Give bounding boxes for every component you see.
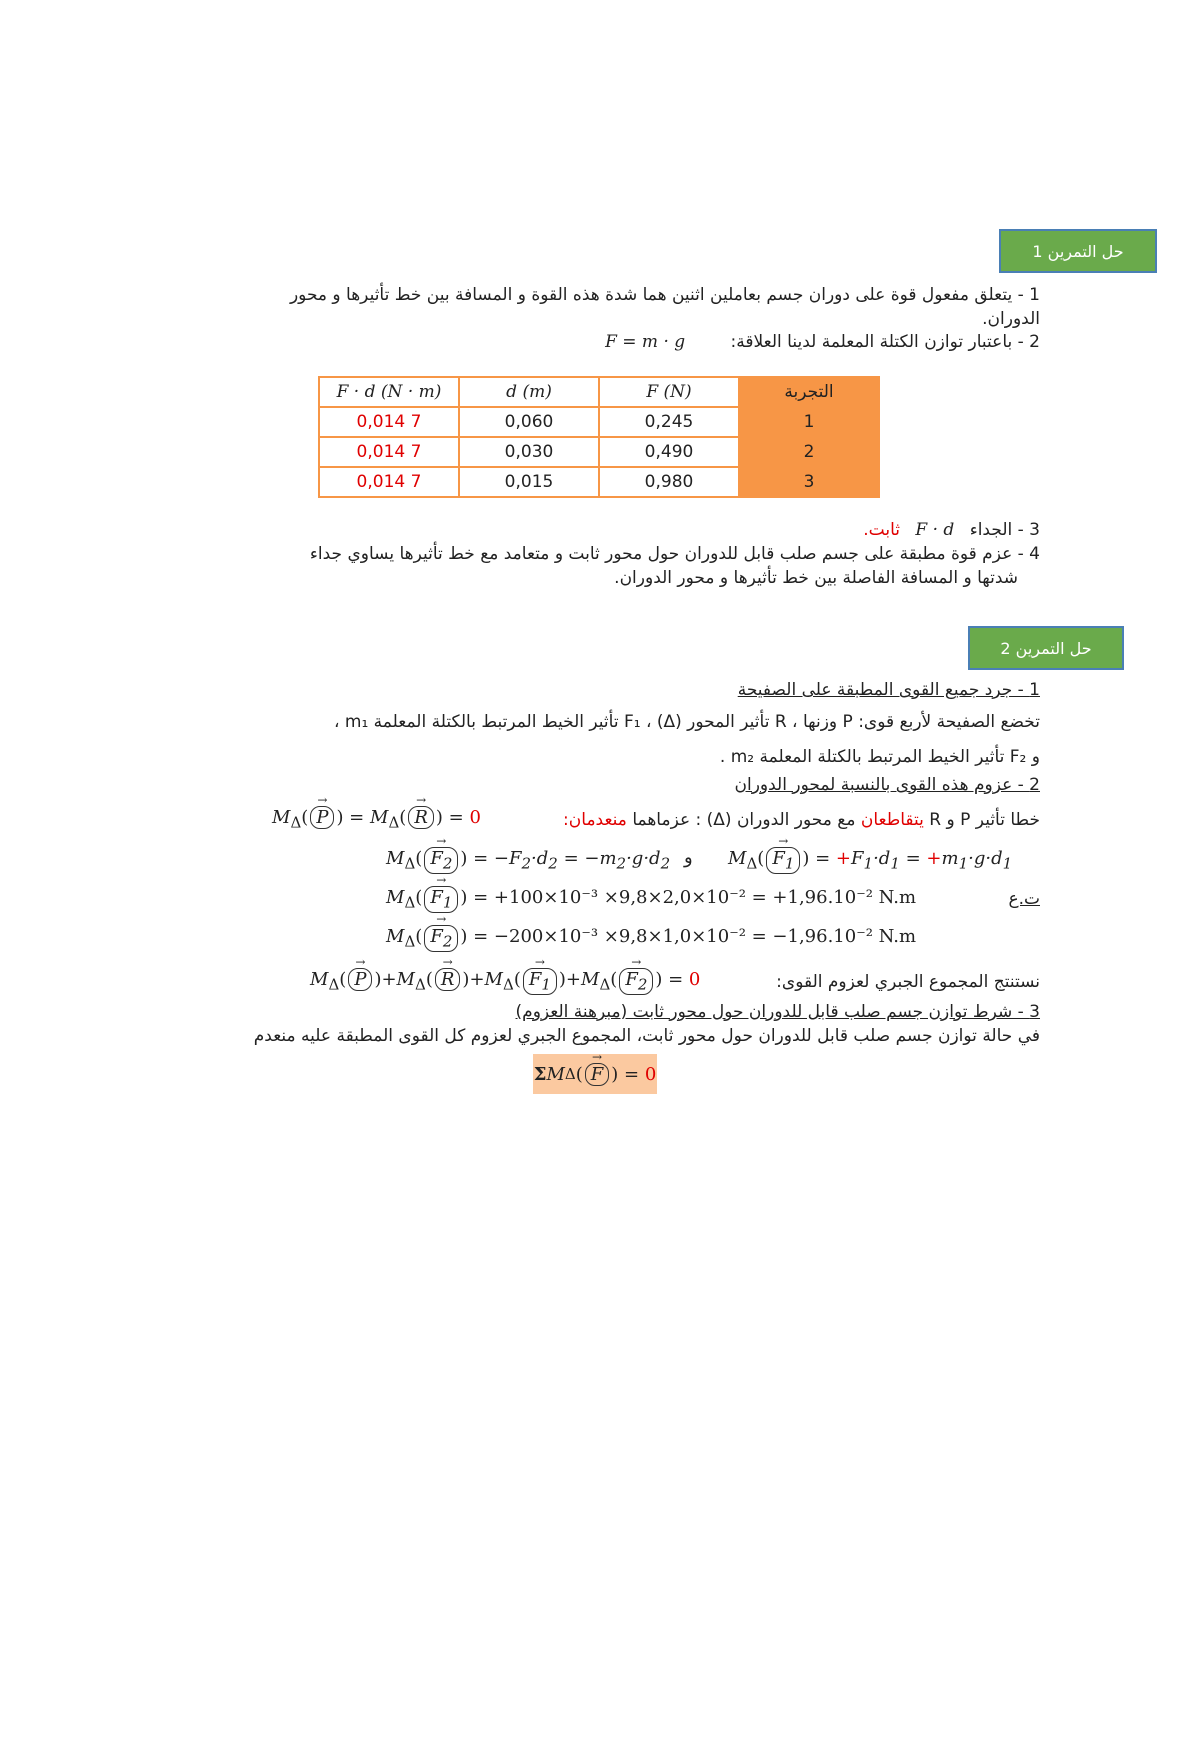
eq-moment-f2-expr: $M_\Delta(\to F_2$ ) = $-F_2\cdot d_2 = -m_2\cdot g\cdot d_2$ [386, 847, 670, 874]
eq-moment-p-r: $M_\Delta(\to P$ ) = $M_\Delta(\to R$ ) = 0 [272, 806, 481, 832]
table-row [319, 437, 879, 467]
table-header: F (N) [599, 377, 739, 407]
table-header: F · d (N · m) [319, 377, 459, 407]
ex1-paragraph-4 [310, 542, 1040, 590]
table-header: التجربة [739, 377, 879, 407]
table-cell: 0,030 [459, 437, 599, 467]
ex1-p3-text: 3 - الجداء [969, 520, 1040, 540]
ex2-q1 [738, 678, 1040, 702]
ex2-q3 [516, 1000, 1040, 1024]
eq-sum-moments: $M_\Delta(\to P$ )$+M_\Delta(\to R$ )$+M_\Delta(\to F_1$ )$+M_\Delta(\to F_2$ ) = 0 [310, 968, 700, 995]
exercise-1-title [999, 229, 1157, 273]
table-cell: 3 [739, 467, 879, 497]
table-header: d (m) [459, 377, 599, 407]
sum-label: نستنتج المجموع الجبري لعزوم القوى: [776, 972, 1040, 992]
experiment-table [318, 376, 880, 498]
table-cell: 2 [739, 437, 879, 467]
ex1-p2-formula: F = m · g [605, 332, 686, 352]
table-cell: 0,490 [599, 437, 739, 467]
ex1-p3-value: ثابت. [863, 520, 900, 540]
eq-moment-f2-value: $M_\Delta(\to F_2$ ) = −200×10⁻³ ×9,8×1,0×10⁻² = −1,96.10⁻² N.m [386, 925, 916, 952]
eq-and: و [684, 847, 693, 868]
table-cell: 0,245 [599, 407, 739, 437]
ex2-q2 [735, 773, 1041, 797]
moment-theorem-box: Σ M Δ ( → F ) = 0 [533, 1054, 657, 1094]
table-cell: 0,980 [599, 467, 739, 497]
ex1-p2-text: 2 - باعتبار توازن الكتلة المعلمة لدينا العلاقة: [730, 332, 1040, 352]
ex2-q2-d: منعدمان: [563, 810, 627, 830]
table-cell: 0,014 7 [319, 407, 459, 437]
table-row [319, 467, 879, 497]
ex2-q3-line: في حالة توازن جسم صلب قابل للدوران حول محور ثابت، المجموع الجبري لعزوم كل القوى المطبقة عليه منعدم [253, 1026, 1040, 1046]
eq-moment-f1-expr: $M_\Delta(\to F_1$ ) = $+F_1\cdot d_1 = +m_1\cdot g\cdot d_1$ [728, 847, 1012, 874]
table-row [319, 407, 879, 437]
ex1-p1-line2: الدوران. [982, 309, 1040, 329]
ex1-p1-line1: 1 - يتعلق مفعول قوة على دوران جسم بعاملين اثنين هما شدة هذه القوة و المسافة بين خط تأثيرها و محور [289, 285, 1040, 305]
table-cell: 0,014 7 [319, 467, 459, 497]
eq-zero: 0 [469, 807, 481, 828]
eq-f1-value-text: +100×10⁻³ ×9,8×2,0×10⁻² = +1,96.10⁻² N.m [493, 887, 917, 908]
table-cell: 0,060 [459, 407, 599, 437]
ex1-paragraph-2 [605, 330, 1040, 354]
table-cell: 0,014 7 [319, 437, 459, 467]
ex1-p4-line1: 4 - عزم قوة مطبقة على جسم صلب قابل للدوران حول محور ثابت و متعامد مع خط تأثيرها يساوي جداء [309, 544, 1040, 564]
ex2-q2-line1 [563, 808, 1040, 832]
ex2-q1-line2: و F₂ تأثير الخيط المرتبط بالكتلة المعلمة m₂ . [719, 747, 1040, 767]
exercise-2-title-text: حل التمرين 2 [1000, 638, 1092, 658]
table-cell: 0,015 [459, 467, 599, 497]
eq-moment-f1-value: $M_\Delta(\to F_1$ ) = +100×10⁻³ ×9,8×2,0×10⁻² = +1,96.10⁻² N.m [386, 886, 916, 913]
table-header-row [319, 377, 879, 407]
ex2-q3-title: 3 - شرط توازن جسم صلب قابل للدوران حول محور ثابت (مبرهنة العزوم) [515, 1002, 1040, 1022]
eq-f2-value-text: −200×10⁻³ ×9,8×1,0×10⁻² = −1,96.10⁻² N.m [493, 926, 917, 947]
ex2-q2-a: خطا تأثير P و R [929, 810, 1040, 830]
ex2-q2-c: مع محور الدوران (Δ) : عزماهما [632, 810, 856, 830]
ex1-p4-line2: شدتها و المسافة الفاصلة بين خط تأثيرها و محور الدوران. [614, 568, 1018, 588]
table-cell: 1 [739, 407, 879, 437]
ex2-q1-line1: تخضع الصفيحة لأربع قوى: P وزنها ، R تأثير المحور (Δ) ، F₁ تأثير الخيط المرتبط بالكتلة المعلمة m₁ ، [334, 712, 1040, 732]
ex1-p3-formula: F · d [915, 520, 955, 540]
exercise-2-title [968, 626, 1124, 670]
ex1-paragraph-1 [290, 283, 1040, 331]
ex1-paragraph-3 [863, 518, 1040, 542]
numeric-application-label: ت.ع [1008, 889, 1040, 909]
eq-sum-zero: 0 [688, 969, 701, 990]
exercise-1-title-text: حل التمرين 1 [1032, 241, 1124, 261]
theorem-zero: 0 [644, 1063, 657, 1085]
ex2-q2-b: يتقاطعان [860, 810, 924, 830]
ex2-q1-title: 1 - جرد جميع القوى المطبقة على الصفيحة [737, 680, 1040, 700]
ex2-q2-title: 2 - عزوم هذه القوى بالنسبة لمحور الدوران [734, 775, 1040, 795]
